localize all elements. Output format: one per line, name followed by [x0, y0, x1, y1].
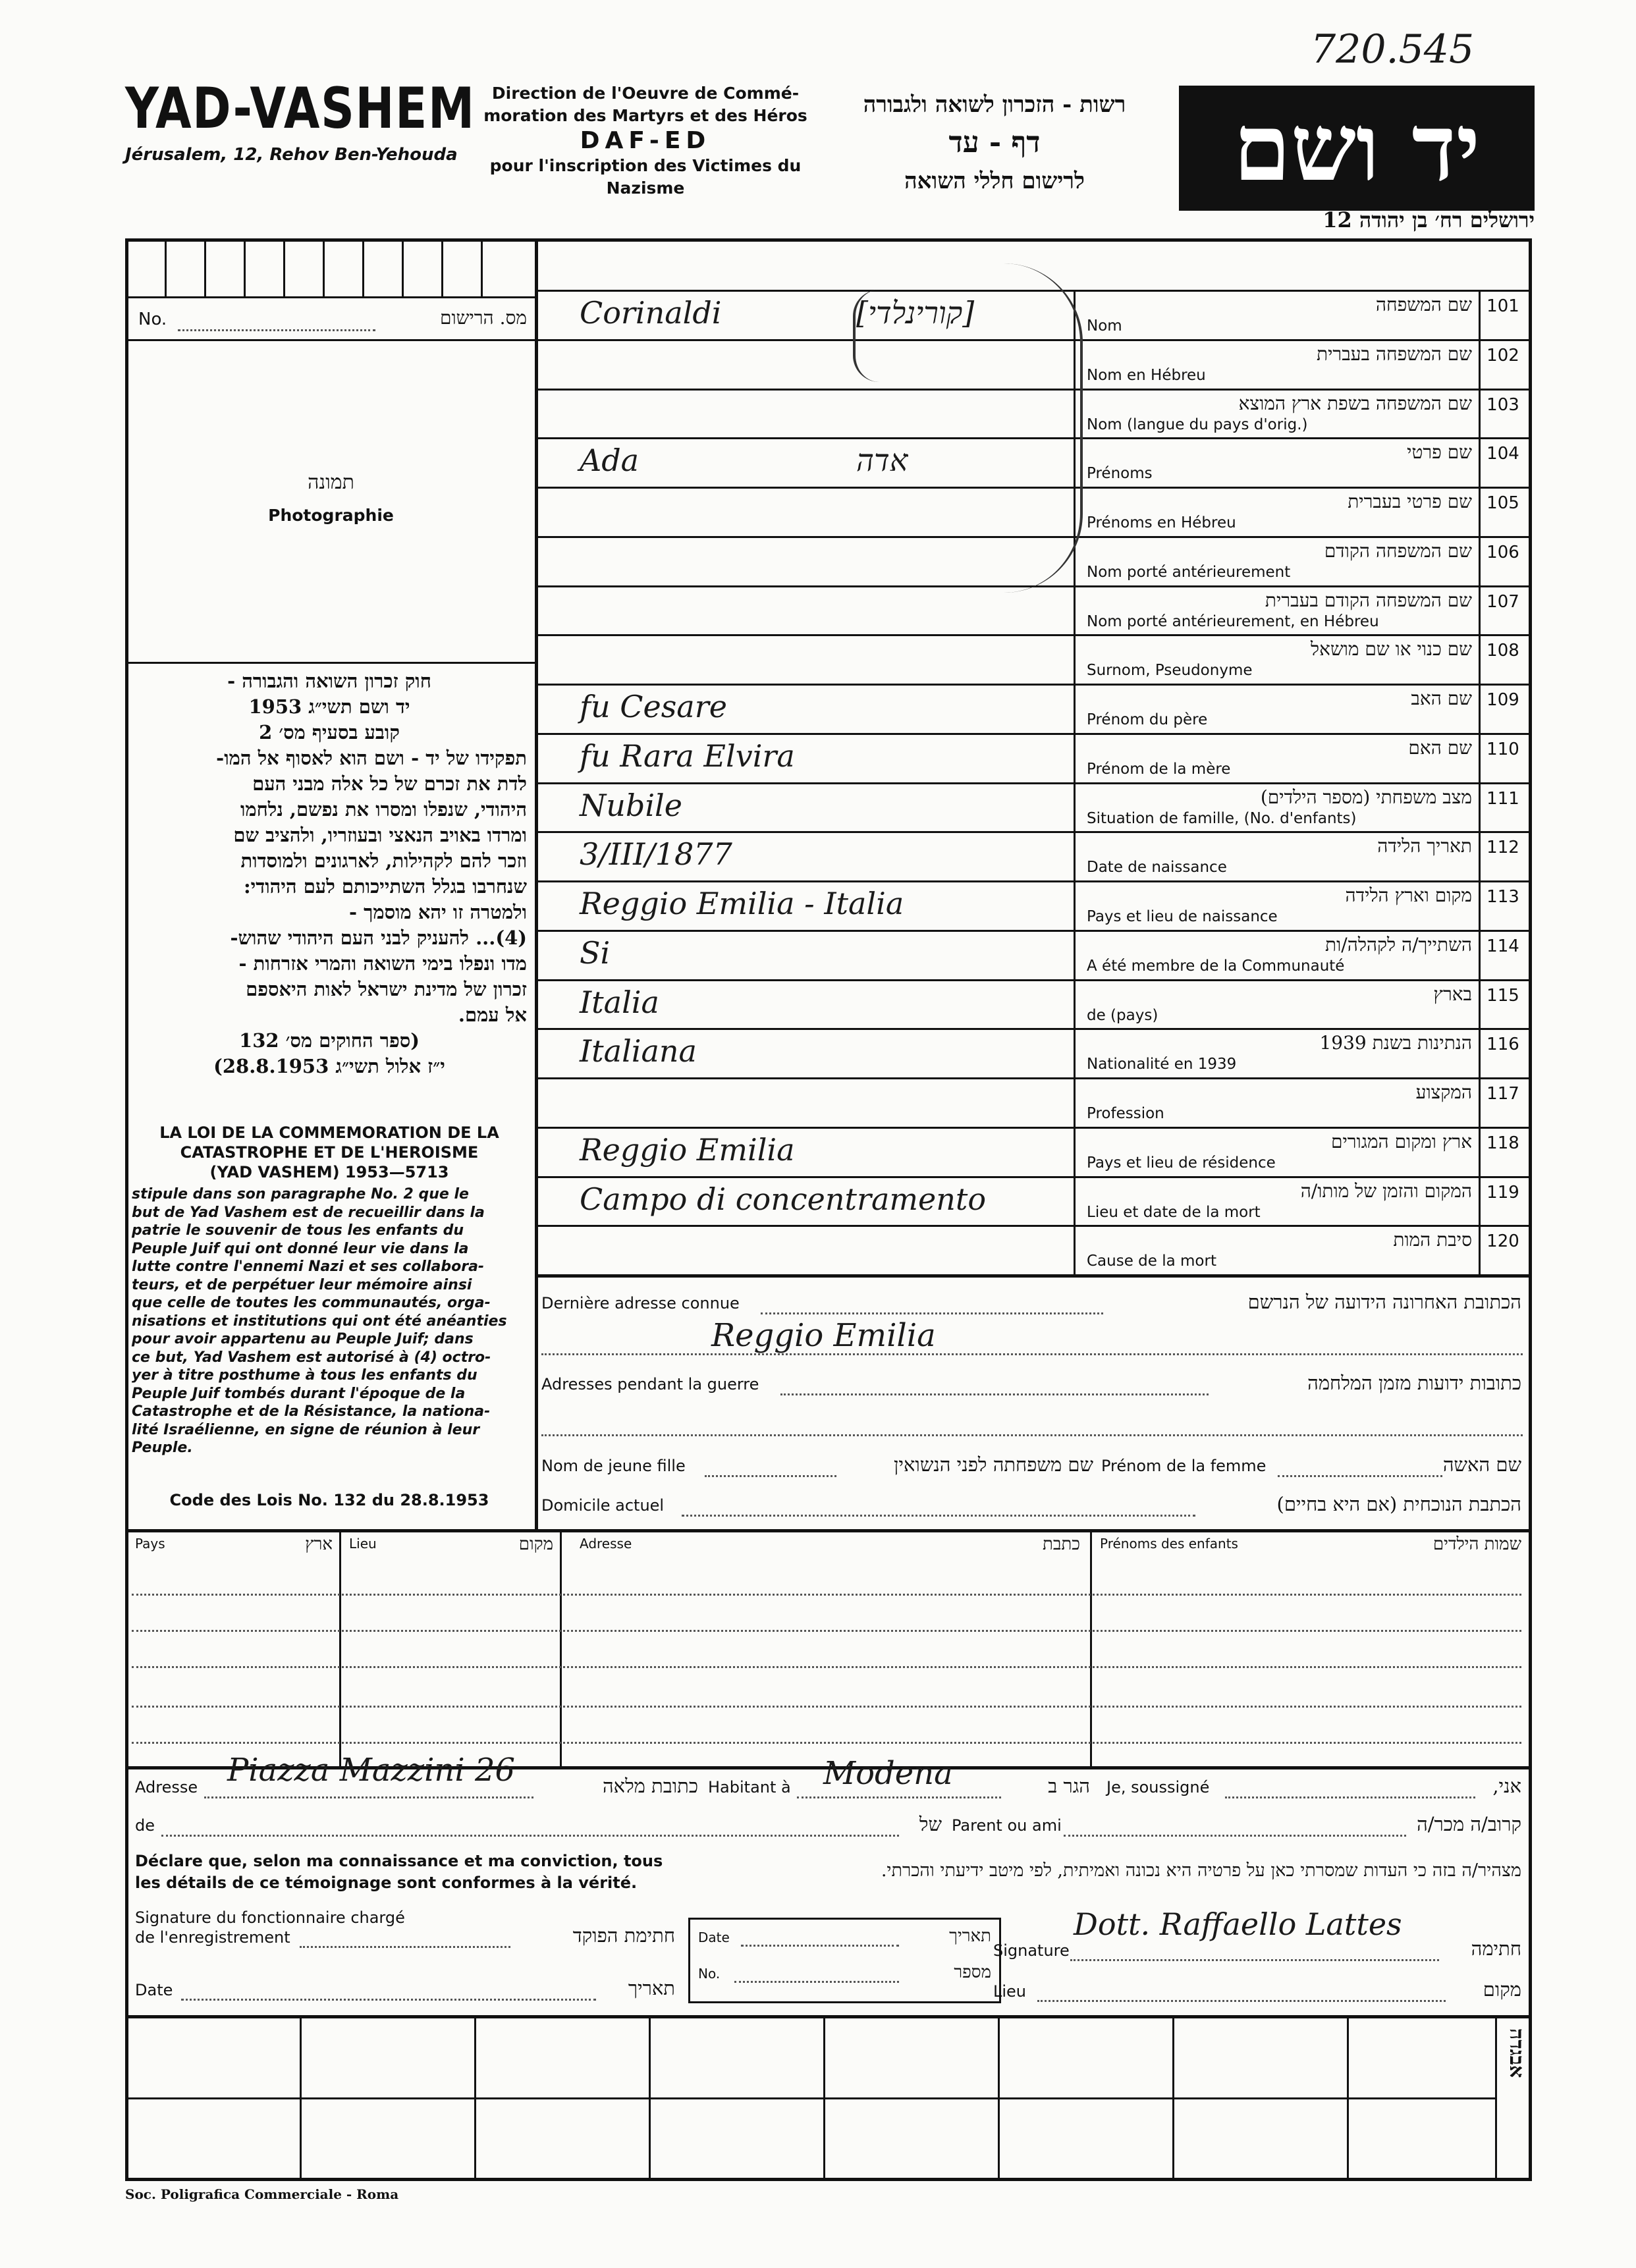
field-heb-label: הנתינות בשנת 1939 [1319, 1032, 1472, 1054]
field-heb-label: ארץ ומקום המגורים [1330, 1130, 1472, 1152]
war-address-label: Adresses pendant la guerre [541, 1375, 759, 1393]
sig-official-label-1: Signature du fonctionnaire chargé [135, 1908, 405, 1927]
field-heb-label: שם המשפחה [1375, 294, 1472, 315]
law-fr-line: lutte contre l'ennemi Nazi et ses collabora- [132, 1258, 485, 1275]
divider [125, 296, 537, 298]
divider [649, 2015, 651, 2180]
field-number: 112 [1486, 838, 1519, 858]
habitant-value: Modena [823, 1755, 953, 1792]
field-fr-label: A été membre de la Communauté [1087, 957, 1345, 975]
row-divider [535, 1028, 1532, 1030]
field-number: 117 [1486, 1084, 1519, 1104]
field-number: 116 [1486, 1035, 1519, 1055]
org-address: Jérusalem, 12, Rehov Ben-Yehouda [125, 145, 458, 165]
field-value[interactable]: 3/III/1877 [580, 836, 732, 873]
bracket-mark [1001, 263, 1083, 593]
field-extra-value: [קורינלדי] [856, 295, 975, 331]
divider [998, 2015, 1000, 2180]
dots [705, 1475, 836, 1477]
enfants-heb: שמות הילדים [1432, 1534, 1521, 1554]
row-divider [535, 1176, 1532, 1178]
divider [1090, 1529, 1092, 1766]
divider [125, 2097, 1495, 2099]
field-fr-label: Profession [1087, 1105, 1164, 1122]
domicile-label: Domicile actuel [541, 1496, 665, 1515]
declare-fr-1: Déclare que, selon ma connaissance et ma conviction, tous [135, 1852, 663, 1870]
box-no-label: No. [698, 1966, 721, 1982]
field-fr-label: Cause de la mort [1087, 1253, 1216, 1270]
dots [1225, 1796, 1475, 1798]
field-number: 114 [1486, 936, 1519, 956]
divider [474, 2015, 476, 2180]
law-fr-line: teurs, et de perpétuer leur mémoire ainsi [132, 1276, 472, 1293]
law-fr-line: but de Yad Vashem est de recueillir dans la [132, 1204, 485, 1221]
habitant-label: Habitant à [708, 1778, 791, 1796]
field-value[interactable]: Nubile [580, 787, 682, 823]
field-heb-label: מקום וארץ הלידה [1345, 884, 1472, 906]
no-dots [178, 329, 375, 331]
law-heb-line: שנחרבו בגלל השתייכותם לעם היהודי: [243, 875, 527, 898]
law-fr-title-line: CATASTROPHE ET DE L'HEROISME [180, 1143, 479, 1162]
field-value[interactable]: fu Rara Elvira [580, 738, 795, 774]
declaration-adresse-value: Piazza Mazzini 26 [227, 1752, 516, 1789]
header-fr-line: pour l'inscription des Victimes du [489, 156, 802, 175]
field-fr-label: Date de naissance [1087, 859, 1227, 877]
law-code: Code des Lois No. 132 du 28.8.1953 [169, 1491, 489, 1509]
divider [441, 238, 443, 296]
field-fr-label: Prénom de la mère [1087, 760, 1231, 778]
law-fr-line: Catastrophe et de la Résistance, la nationa- [132, 1403, 491, 1420]
enfants-label: Prénoms des enfants [1100, 1536, 1238, 1552]
field-heb-label: שם האם [1408, 736, 1472, 759]
field-heb-label: מצב משפחתי (מספר הילדים) [1260, 786, 1472, 808]
photo-heb: תמונה [308, 471, 354, 494]
divider [323, 238, 325, 296]
row-divider [535, 880, 1532, 882]
sig-official-heb: חתימת הפוקד [572, 1924, 675, 1947]
no-heb-label: מס. הרישום [440, 307, 527, 329]
field-fr-label: Nom en Hébreu [1087, 366, 1206, 384]
adresse-heb: כתבת [1043, 1534, 1080, 1554]
field-value[interactable]: Ada [580, 443, 640, 479]
signature-value: Dott. Raffaello Lattes [1074, 1906, 1402, 1942]
field-number: 107 [1486, 591, 1519, 612]
field-fr-label: Pays et lieu de résidence [1087, 1154, 1276, 1172]
law-fr-line: patrie le souvenir de tous les enfants du [132, 1222, 464, 1239]
field-value[interactable]: Reggio Emilia - Italia [580, 886, 904, 921]
pays-heb: ארץ [305, 1534, 333, 1554]
law-heb-line: חוק זכרון השואה והגבורה - [227, 670, 431, 692]
law-heb-line: היהודי, שנפלו ומסרו את נפשם, נלחמו [240, 798, 527, 821]
law-fr-title [132, 1123, 527, 1182]
law-heb-line: תפקידו של יד - ושם הוא לאסוף אל המו- [216, 747, 527, 769]
lieu-heb-sig: מקום [1483, 1978, 1521, 2001]
law-fr-line: ce but, Yad Vashem est autorisé à (4) octro- [132, 1349, 491, 1366]
header-heb-line: דף - עד [948, 126, 1041, 159]
field-heb-label: תאריך הלידה [1377, 835, 1472, 857]
field-heb-label: המקצוע [1415, 1081, 1472, 1103]
header-heb-line: לרישום חללי השואה [904, 168, 1085, 194]
divider [283, 238, 285, 296]
field-extra-value: אדה [856, 443, 908, 479]
field-heb-label: השתייך/ה לקהלה/ות [1325, 933, 1472, 956]
parent-label: Parent ou ami [952, 1816, 1062, 1835]
box-no-heb: מספר [954, 1962, 991, 1982]
de-label: de [135, 1816, 155, 1835]
divider [1172, 2015, 1174, 2180]
divider [481, 238, 483, 296]
field-value[interactable]: fu Cesare [580, 689, 727, 724]
divider [362, 238, 364, 296]
dots [541, 1353, 1523, 1355]
photo-label: Photographie [268, 506, 394, 525]
dots [132, 1594, 1521, 1596]
divider [204, 238, 206, 296]
field-number: 111 [1486, 788, 1519, 809]
law-heb-line: י״ז אלול תשי״ג 28.8.1953) [213, 1055, 445, 1077]
field-fr-label: de (pays) [1087, 1006, 1159, 1024]
field-value[interactable]: Si [580, 934, 611, 971]
pays-label: Pays [135, 1536, 165, 1552]
left-column-divider [535, 238, 538, 1529]
header-fr-line: moration des Martyrs et des Héros [483, 106, 807, 125]
row-divider [535, 634, 1532, 636]
field-number: 115 [1486, 985, 1519, 1006]
field-number: 103 [1486, 394, 1519, 415]
field-fr-label: Nom (langue du pays d'orig.) [1087, 416, 1308, 433]
maiden-name-label: Nom de jeune fille [541, 1457, 686, 1475]
law-fr-body [132, 1185, 527, 1457]
law-fr-line: nisations et institutions qui ont été anéanties [132, 1312, 507, 1330]
law-heb-line: וזכר להם לקהילות, לארגונים ולמוסדות [240, 850, 527, 872]
dots [541, 1434, 1523, 1436]
field-fr-label: Lieu et date de la mort [1087, 1203, 1261, 1221]
field-fr-label: Prénoms en Hébreu [1087, 514, 1236, 531]
field-heb-label: בארץ [1433, 983, 1472, 1005]
field-heb-label: שם פרטי [1407, 441, 1472, 464]
soussigne-label: Je, soussigné [1106, 1778, 1210, 1796]
law-heb-line: יד ושם תשי״ג 1953 [248, 695, 410, 718]
daf-ed-title: DAF-ED [580, 127, 711, 154]
law-heb-line: (4)... להעניק לבני העם היהודי שהוש- [230, 927, 527, 949]
signature-label: Signature [993, 1941, 1070, 1960]
dots [132, 1706, 1521, 1708]
law-heb-line: ומרדו באויב הנאצי ובעוזריו, ולהציב שם [233, 824, 527, 846]
field-heb-label: שם האב [1411, 688, 1472, 709]
lieu-label: Lieu [349, 1536, 377, 1552]
field-fr-label: Pays et lieu de naissance [1087, 908, 1278, 925]
divider [823, 2015, 825, 2180]
field-heb-label: שם פרטי בעברית [1348, 491, 1472, 512]
header-heb-line: רשות - הזכרון לשואה ולגבורה [863, 92, 1126, 118]
signature-heb: חתימה [1471, 1937, 1521, 1960]
dots [300, 1946, 510, 1948]
war-address-heb: כתובות ידועות מזמן המלחמה [1307, 1372, 1521, 1394]
field-heb-label: המקום והזמן של מותו/ה [1300, 1179, 1472, 1202]
field-heb-label: שם המשפחה הקודם [1324, 539, 1472, 562]
maiden-name-heb: שם משפחתה לפני הנשואין [894, 1453, 1093, 1476]
dots [1037, 2000, 1446, 2002]
law-fr-line: pour avoir appartenu au Peuple Juif; dans [132, 1331, 474, 1347]
header-fr-line: Nazisme [606, 178, 685, 198]
side-heb-letters: אבגדה [1505, 2028, 1528, 2078]
field-number: 101 [1486, 296, 1519, 316]
row-divider [535, 930, 1532, 932]
divider [300, 2015, 302, 2180]
divider [125, 662, 537, 664]
field-value[interactable]: Italia [580, 984, 659, 1020]
field-heb-label: שם המשפחה בעברית [1317, 342, 1472, 365]
row-divider [535, 979, 1532, 981]
shel-heb: של [919, 1813, 942, 1835]
printer-footer: Soc. Poligrafica Commerciale - Roma [125, 2186, 399, 2202]
dots [132, 1630, 1521, 1632]
divider [244, 238, 246, 296]
dots [132, 1742, 1521, 1744]
sig-official-label-2: de l'enregistrement [135, 1928, 290, 1947]
declaration-adresse-heb: כתובת מלאה [603, 1775, 698, 1797]
field-heb-label: שם כנוי או שם מושאל [1311, 638, 1472, 661]
last-address-heb: הכתובת האחרונה הידועה של הנרשם [1247, 1291, 1521, 1313]
dots [797, 1796, 1001, 1798]
yad-vashem-logo [1179, 86, 1535, 211]
last-address-label: Dernière adresse connue [541, 1294, 740, 1312]
header-fr-line: Direction de l'Oeuvre de Commé- [491, 84, 800, 103]
divider [125, 339, 537, 341]
parent-heb: קרוב/ה מכר/ה [1417, 1813, 1521, 1835]
divider [125, 1529, 1532, 1532]
row-divider [535, 831, 1532, 833]
no-label: No. [138, 310, 167, 329]
field-fr-label: Nationalité en 1939 [1087, 1056, 1237, 1073]
org-title: YAD-VASHEM [125, 76, 476, 142]
law-hebrew [132, 668, 527, 1079]
law-fr-line: stipule dans son paragraphe No. 2 que le [132, 1186, 469, 1202]
box-date-label: Date [698, 1930, 730, 1945]
law-heb-line: (ספר החוקים מס׳ 132 [239, 1029, 420, 1052]
law-heb-line: קובע בסעיף מס׳ 2 [259, 721, 400, 743]
dots [741, 1945, 899, 1947]
law-heb-line: מדו ונפלו בימי השואה והמרי אזרחות - [238, 952, 527, 975]
field-number: 118 [1486, 1133, 1519, 1153]
dots [734, 1981, 899, 1983]
law-fr-line: Peuple Juif tombés durant l'époque de la [132, 1385, 466, 1402]
dots [132, 1666, 1521, 1668]
field-number: 102 [1486, 345, 1519, 365]
wife-name-label: Prénom de la femme [1101, 1457, 1267, 1475]
law-heb-line: אל עמם. [458, 1004, 527, 1026]
law-fr-line: Peuple. [132, 1440, 193, 1456]
field-fr-label: Nom porté antérieurement [1087, 563, 1291, 581]
field-value[interactable]: Campo di concentramento [580, 1181, 987, 1217]
field-fr-label: Prénoms [1087, 465, 1153, 483]
dots [761, 1312, 1103, 1314]
dots [1070, 1959, 1439, 1961]
dots [1278, 1475, 1442, 1477]
declaration-adresse-label: Adresse [135, 1778, 198, 1796]
field-number: 106 [1486, 542, 1519, 562]
field-heb-label: שם המשפחה הקודם בעברית [1265, 589, 1472, 611]
divider [125, 2015, 1532, 2018]
field-number: 108 [1486, 641, 1519, 661]
wife-name-heb: שם האשה [1442, 1453, 1521, 1476]
law-fr-line: yer à titre posthume à tous les enfants du [132, 1367, 477, 1384]
divider [165, 238, 167, 296]
law-heb-line: לדת את זכרם של כל אלה מבני העם [252, 772, 527, 795]
law-fr-line: lité Israélienne, en signe de réunion à leur [132, 1421, 480, 1438]
field-number: 109 [1486, 690, 1519, 710]
logo-text: יד ושם [1233, 94, 1481, 202]
row-divider [535, 684, 1532, 686]
row-divider [535, 1225, 1532, 1227]
field-fr-label: Nom [1087, 317, 1122, 335]
declare-heb: מצהיר/ה בזה כי העדות שמסרתי כאן על פרטיה היא נכונה ואמיתית, לפי מיטב ידיעתי והכרתי. [881, 1860, 1521, 1881]
field-value[interactable]: Reggio Emilia [580, 1131, 795, 1168]
box-date-heb: תאריך [949, 1926, 991, 1946]
field-number: 119 [1486, 1182, 1519, 1202]
row-divider [535, 733, 1532, 735]
law-fr-title-line: (YAD VASHEM) 1953—5713 [209, 1163, 449, 1181]
field-fr-label: Surnom, Pseudonyme [1087, 662, 1253, 680]
heb-address: ירושלים רח׳ בן יהודה 12 [1322, 207, 1535, 232]
ani-heb: אני, [1492, 1775, 1521, 1797]
field-number: 105 [1486, 493, 1519, 513]
law-fr-line: Peuple Juif qui ont donné leur vie dans la [132, 1240, 469, 1257]
habitant-heb: הגר ב [1048, 1775, 1090, 1797]
row-divider [535, 1077, 1532, 1079]
law-fr-line: que celle de toutes les communautés, orga- [132, 1295, 491, 1311]
field-number: 113 [1486, 887, 1519, 907]
date-heb: תאריך [628, 1977, 675, 1999]
divider [535, 1274, 1532, 1276]
law-heb-line: ולמטרה זו יהא מוסמך - [349, 901, 527, 923]
row-divider [535, 782, 1532, 784]
field-heb-label: שם המשפחה בשפת ארץ המוצא [1238, 392, 1472, 414]
law-fr-title-line: LA LOI DE LA COMMEMORATION DE LA [159, 1123, 499, 1142]
field-fr-label: Nom porté antérieurement, en Hébreu [1087, 612, 1379, 630]
field-fr-label: Prénom du père [1087, 711, 1208, 728]
row-divider [535, 1127, 1532, 1129]
divider [560, 1529, 562, 1766]
dots [1064, 1835, 1406, 1837]
adresse-label: Adresse [580, 1536, 632, 1552]
field-number: 110 [1486, 739, 1519, 759]
date-label: Date [135, 1981, 173, 1999]
field-number: 120 [1486, 1231, 1519, 1252]
field-number: 104 [1486, 444, 1519, 464]
declare-fr-2: les détails de ce témoignage sont conformes à la vérité. [135, 1874, 638, 1892]
header-hebrew [823, 86, 1166, 200]
divider [339, 1529, 341, 1766]
divider [1347, 2015, 1349, 2180]
dots [181, 1999, 596, 2001]
domicile-heb: הכתבת הנוכחית (אם היא בחיים) [1276, 1493, 1521, 1515]
divider [402, 238, 404, 296]
stamp-number: 720.545 [1311, 26, 1475, 72]
law-heb-line: זכרון של מדינת ישראל לאות היאספם [246, 978, 527, 1000]
header-french [481, 82, 810, 200]
dots [161, 1835, 899, 1837]
field-value[interactable]: Corinaldi [580, 295, 722, 331]
dots [204, 1796, 533, 1798]
lieu-heb: מקום [518, 1534, 553, 1554]
field-value[interactable]: Italiana [580, 1033, 697, 1069]
last-address-value: Reggio Emilia [711, 1317, 936, 1354]
field-heb-label: סיבת המות [1393, 1229, 1472, 1251]
field-fr-label: Situation de famille, (No. d'enfants) [1087, 809, 1357, 827]
lieu-label-sig: Lieu [993, 1982, 1027, 2001]
divider [1495, 2015, 1497, 2180]
